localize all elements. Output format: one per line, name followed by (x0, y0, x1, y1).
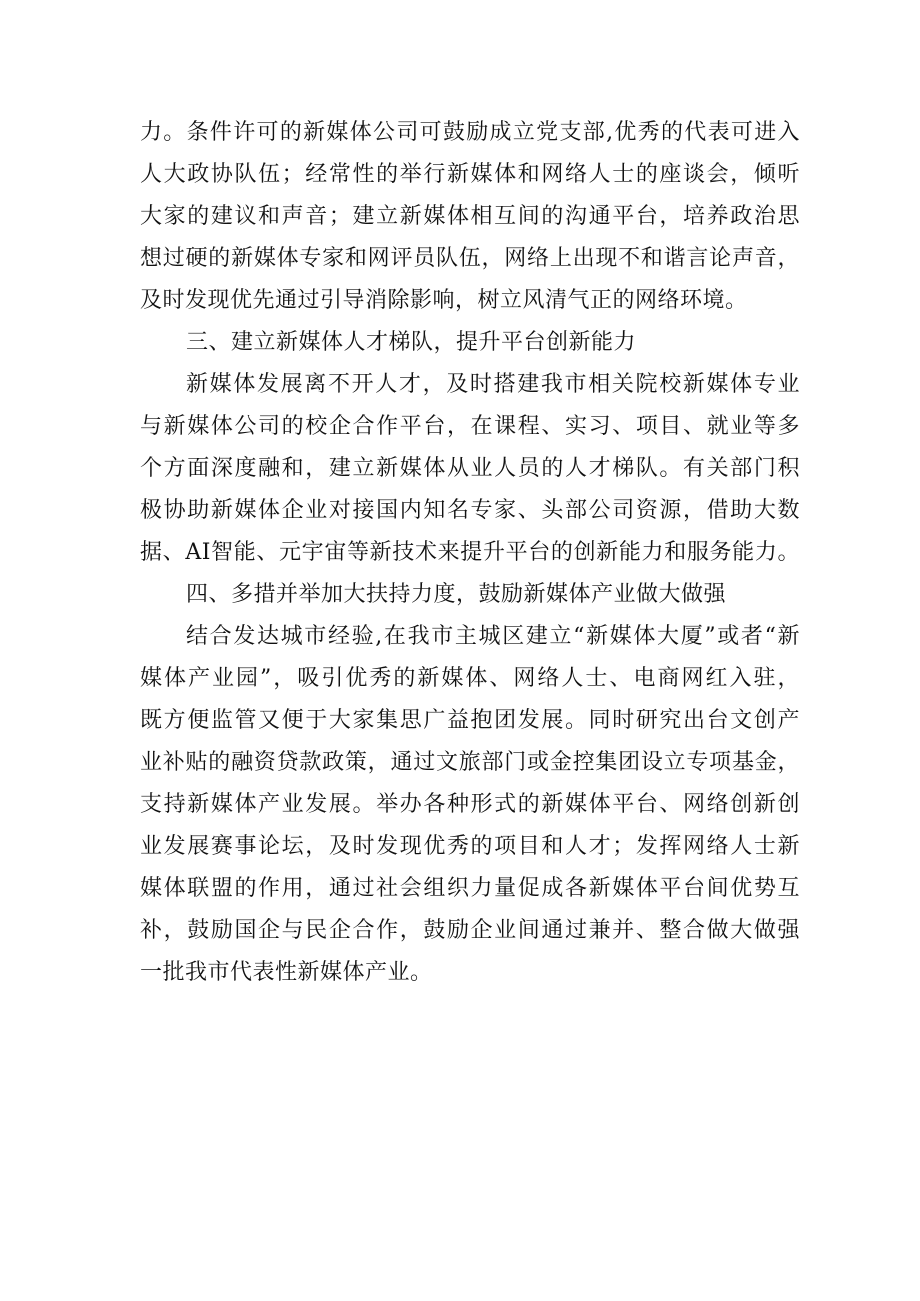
paragraph-1-line-3: 大家的建议和声音；建立新媒体相互间的沟通平台，培养政治思 (140, 204, 800, 229)
paragraph-2-line-2: 与新媒体公司的校企合作平台，在课程、实习、项目、就业等多 (140, 414, 800, 439)
paragraph-3-line-6: 业发展赛事论坛，及时发现优秀的项目和人才；发挥网络人士新 (140, 834, 800, 859)
paragraph-2-line-1: 新媒体发展离不开人才，及时搭建我市相关院校新媒体专业 (186, 372, 800, 397)
paragraph-2-line-4: 极协助新媒体企业对接国内知名专家、头部公司资源，借助大数 (140, 498, 800, 523)
paragraph-2-line-5: 据、AI智能、元宇宙等新技术来提升平台的创新能力和服务能力。 (140, 540, 800, 565)
paragraph-3-line-3: 既方便监管又便于大家集思广益抱团发展。同时研究出台文创产 (140, 708, 800, 733)
paragraph-3-line-1: 结合发达城市经验,在我市主城区建立“新媒体大厦”或者“新 (186, 624, 800, 649)
paragraph-1-line-1: 力。条件许可的新媒体公司可鼓励成立党支部,优秀的代表可进入 (140, 120, 800, 145)
paragraph-3-line-9: 一批我市代表性新媒体产业。 (140, 960, 433, 985)
paragraph-1-line-4: 想过硬的新媒体专家和网评员队伍，网络上出现不和谐言论声音， (140, 246, 800, 271)
paragraph-1-line-2: 人大政协队伍；经常性的举行新媒体和网络人士的座谈会，倾听 (140, 162, 800, 187)
paragraph-2-line-3: 个方面深度融和，建立新媒体从业人员的人才梯队。有关部门积 (140, 456, 800, 481)
paragraph-3-line-2: 媒体产业园”，吸引优秀的新媒体、网络人士、电商网红入驻， (140, 666, 800, 691)
paragraph-3-line-7: 媒体联盟的作用，通过社会组织力量促成各新媒体平台间优势互 (140, 876, 800, 901)
paragraph-3-line-5: 支持新媒体产业发展。举办各种形式的新媒体平台、网络创新创 (140, 792, 800, 817)
paragraph-3-line-8: 补，鼓励国企与民企合作，鼓励企业间通过兼并、整合做大做强 (140, 918, 800, 943)
paragraph-1-line-5: 及时发现优先通过引导消除影响，树立风清气正的网络环境。 (140, 288, 748, 313)
section-heading-4: 四、多措并举加大扶持力度，鼓励新媒体产业做大做强 (186, 582, 727, 607)
paragraph-3-line-4: 业补贴的融资贷款政策，通过文旅部门或金控集团设立专项基金， (140, 750, 800, 775)
section-heading-3: 三、建立新媒体人才梯队，提升平台创新能力 (186, 330, 637, 355)
